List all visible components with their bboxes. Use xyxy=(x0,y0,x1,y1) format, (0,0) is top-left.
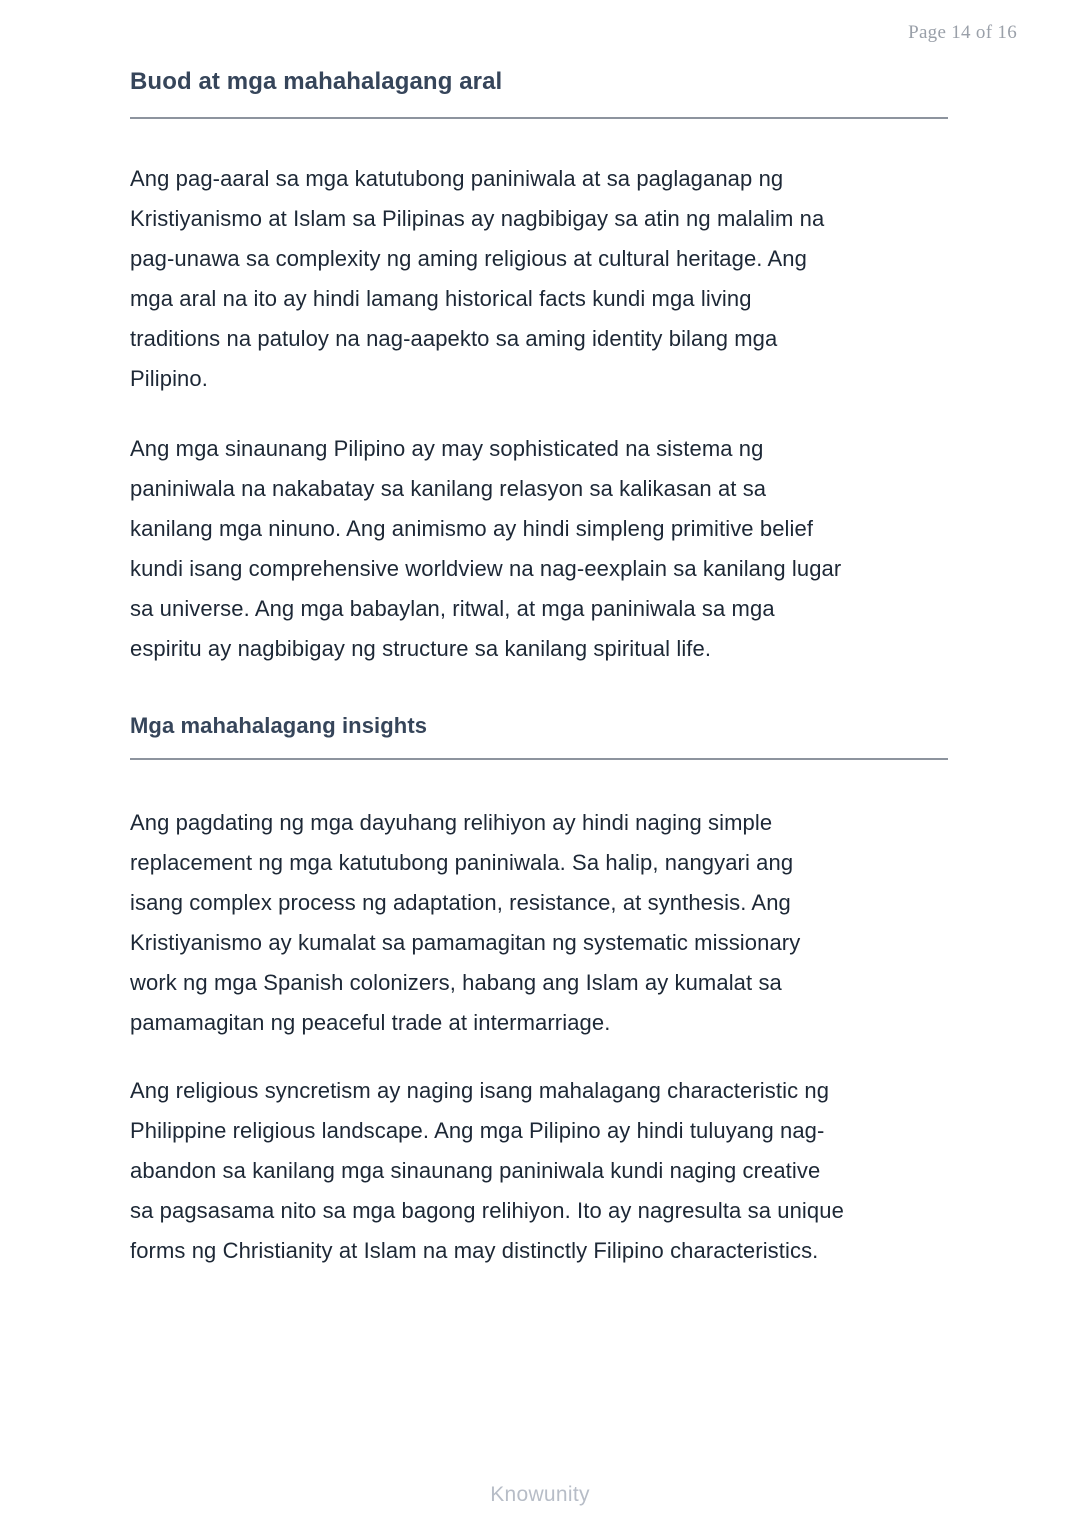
footer-brand: Knowunity xyxy=(490,1483,590,1506)
paragraph-pag-aaral: Ang pag-aaral sa mga katutubong paniniwala at sa paglaganap ng Kristiyanismo at Islam sa Pilipinas ay nagbibigay sa atin ng malalim na pag-unawa sa complexity ng aming religious at cultural heritage. Ang mga aral na ito ay hindi lamang historical facts kundi mga living traditions na patuloy na nag-aapekto sa aming identity bilang mga Pilipino. xyxy=(130,166,825,391)
page-indicator: Page 14 of 16 xyxy=(908,22,1017,43)
document-page xyxy=(130,0,948,1271)
heading-divider xyxy=(130,758,948,760)
paragraph-pagdating-relihiyon: Ang pagdating ng mga dayuhang relihiyon ay hindi naging simple replacement ng mga katutubong paniniwala. Sa halip, nangyari ang isang complex process ng adaptation, resistance, at synthesis. Ang Kristiyanismo ay kumalat sa pamamagitan ng systematic missionary work ng mga Spanish colonizers, habang ang Islam ay kumalat sa pamamagitan ng peaceful trade at intermarriage. xyxy=(130,810,801,1035)
paragraph-religious-syncretism: Ang religious syncretism ay naging isang mahalagang characteristic ng Philippine religious landscape. Ang mga Pilipino ay hindi tuluyang nag- abandon sa kanilang mga sinaunang paniniwala kundi naging creative sa pagsasama nito sa mga bagong relihiyon. Ito ay nagresulta sa unique forms ng Christianity at Islam na may distinctly Filipino characteristics. xyxy=(130,1078,844,1263)
section-heading-buod: Buod at mga mahahalagang aral xyxy=(130,68,503,95)
heading-divider xyxy=(130,117,948,119)
paragraph-sinaunang-pilipino: Ang mga sinaunang Pilipino ay may sophisticated na sistema ng paniniwala na nakabatay sa kanilang relasyon sa kalikasan at sa kanilang mga ninuno. Ang animismo ay hindi simpleng primitive belief kundi isang comprehensive worldview na nag-eexplain sa kanilang lugar sa universe. Ang mga babaylan, ritwal, at mga paniniwala sa mga espiritu ay nagbibigay ng structure sa kanilang spiritual life. xyxy=(130,436,842,661)
section-heading-insights: Mga mahahalagang insights xyxy=(130,713,428,738)
